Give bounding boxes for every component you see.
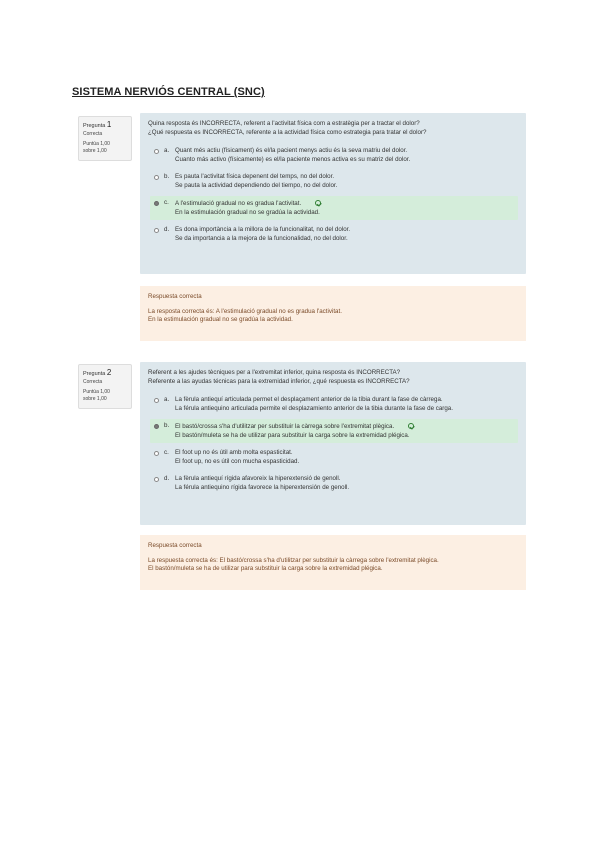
radio-button[interactable] (154, 451, 159, 456)
answer-option-a[interactable] (150, 144, 518, 167)
question-text (148, 369, 518, 386)
feedback-title: Respuesta correcta (148, 293, 202, 300)
answer-text-es: Se da importancia a la mejora de la funcionalidad, no del dolor. (175, 234, 348, 242)
feedback-box-1 (140, 286, 526, 341)
check-circle-icon (315, 200, 321, 206)
answer-letter: d. (164, 475, 170, 482)
answer-letter: a. (164, 396, 170, 403)
question-grade-line2: sobre 1,00 (83, 395, 107, 402)
answer-letter: c. (164, 199, 169, 206)
answer-text (175, 173, 337, 190)
answer-text-ca: El foot up no és útil amb molta espasticitat. (175, 449, 293, 456)
answer-text (175, 147, 410, 164)
question-state: Correcta (83, 378, 103, 385)
answer-text (175, 422, 414, 440)
radio-button-checked[interactable] (154, 201, 159, 206)
question-content-2 (140, 362, 526, 525)
answer-option-c[interactable] (150, 446, 518, 469)
answer-list (150, 144, 518, 246)
answer-text (175, 449, 299, 466)
question-state: Correcta (83, 130, 103, 137)
radio-button[interactable] (154, 228, 159, 233)
feedback-line1: La respuesta correcta és: El bastó/crossa s'ha d'utilitzar per substituir la càrrega sobre l'extremitat plègica. (148, 556, 439, 564)
radio-button[interactable] (154, 477, 159, 482)
answer-letter: d. (164, 226, 170, 233)
answer-letter: a. (164, 147, 170, 154)
answer-option-b[interactable] (150, 170, 518, 193)
answer-letter: c. (164, 449, 169, 456)
answer-text-es: La férula antiequino articulada permite el desplazamiento anterior de la tibia durante la fase de carga. (175, 404, 453, 412)
answer-text-ca: A l'estimulació gradual no es gradua l'activitat. (175, 200, 302, 207)
question-text-ca: Quina resposta és INCORRECTA, referent a l'activitat física com a estratègia per a tractar el dolor? (148, 120, 420, 127)
answer-text (175, 396, 453, 413)
question-text-ca: Referent a les ajudes tècniques per a l'extremitat inferior, quina resposta és INCORRECTA? (148, 369, 401, 376)
feedback-title: Respuesta correcta (148, 542, 202, 549)
radio-button[interactable] (154, 175, 159, 180)
feedback-line2: El bastón/muleta se ha de utilizar para substituir la carga sobre la extremidad plégica. (148, 565, 383, 572)
page-title: SISTEMA NERVIÓS CENTRAL (SNC) (72, 86, 265, 98)
answer-letter: b. (164, 173, 170, 180)
answer-text-ca: La fèrula antiequí articulada permet el desplaçament anterior de la tíbia durant la fase de càrrega. (175, 396, 443, 403)
question-content-1 (140, 113, 526, 274)
answer-text (175, 199, 321, 217)
answer-text-es: El bastón/muleta se ha de utilizar para substituir la carga sobre la extremidad plégica. (175, 431, 410, 439)
check-circle-icon (408, 423, 414, 429)
feedback-line1: La resposta correcta és: A l'estimulació gradual no es gradua l'activitat. (148, 307, 342, 315)
answer-option-d[interactable] (150, 472, 518, 495)
feedback-line2: En la estimulación gradual no se gradúa la actividad. (148, 316, 293, 323)
question-number (83, 122, 127, 130)
answer-text-es: En la estimulación gradual no se gradúa la actividad. (175, 208, 320, 216)
answer-text-es: El foot up, no es útil con mucha espasticidad. (175, 457, 300, 465)
answer-text-ca: Quant més actiu (físicament) és el/la pacient menys actiu és la seva matriu del dolor. (175, 147, 408, 154)
question-grade-line2: sobre 1,00 (83, 147, 107, 154)
answer-list (150, 393, 518, 495)
answer-text-ca: Es pauta l'activitat física depenent del temps, no del dolor. (175, 173, 335, 180)
answer-option-b[interactable] (150, 419, 518, 443)
answer-option-d[interactable] (150, 223, 518, 246)
feedback-box-2 (140, 535, 526, 590)
question-text (148, 120, 518, 137)
answer-option-c[interactable] (150, 196, 518, 220)
answer-text (175, 226, 350, 243)
question-text-es: Referente a las ayudas técnicas para la extremidad inferior, ¿qué respuesta es INCORRECTA? (148, 377, 410, 385)
answer-letter: b. (164, 422, 170, 429)
radio-button[interactable] (154, 398, 159, 403)
answer-text (175, 475, 349, 492)
question-grade-line1: Puntúa 1,00 (83, 141, 110, 147)
question-grade-line1: Puntúa 1,00 (83, 389, 110, 395)
radio-button-checked[interactable] (154, 424, 159, 429)
answer-text-es: Cuanto más activo (físicamente) es el/la paciente menos activa es su matriz del dolor. (175, 155, 411, 163)
question-text-es: ¿Qué respuesta es INCORRECTA, referente a la actividad física como estrategia para tratar el dolor? (148, 128, 427, 136)
radio-button[interactable] (154, 149, 159, 154)
question-label: Pregunta (83, 123, 106, 129)
answer-text-ca: Es dona importància a la millora de la funcionalitat, no del dolor. (175, 226, 351, 233)
question-label: Pregunta (83, 371, 106, 377)
answer-text-es: Se pauta la actividad dependiendo del tiempo, no del dolor. (175, 181, 338, 189)
question-number-value: 1 (106, 120, 112, 129)
question-info-1 (78, 116, 132, 161)
answer-text-es: La férula antiequino rígida favorece la hiperextensión de genoll. (175, 483, 350, 491)
answer-text-ca: La fèrula antiequí rígida afavoreix la hiperextensió de genoll. (175, 475, 341, 482)
question-number-value: 2 (106, 368, 112, 377)
question-info-2 (78, 364, 132, 409)
question-number (83, 370, 127, 378)
answer-text-ca: El bastó/crossa s'ha d'utilitzar per substituir la càrrega sobre l'extremitat plègica. (175, 423, 395, 430)
answer-option-a[interactable] (150, 393, 518, 416)
